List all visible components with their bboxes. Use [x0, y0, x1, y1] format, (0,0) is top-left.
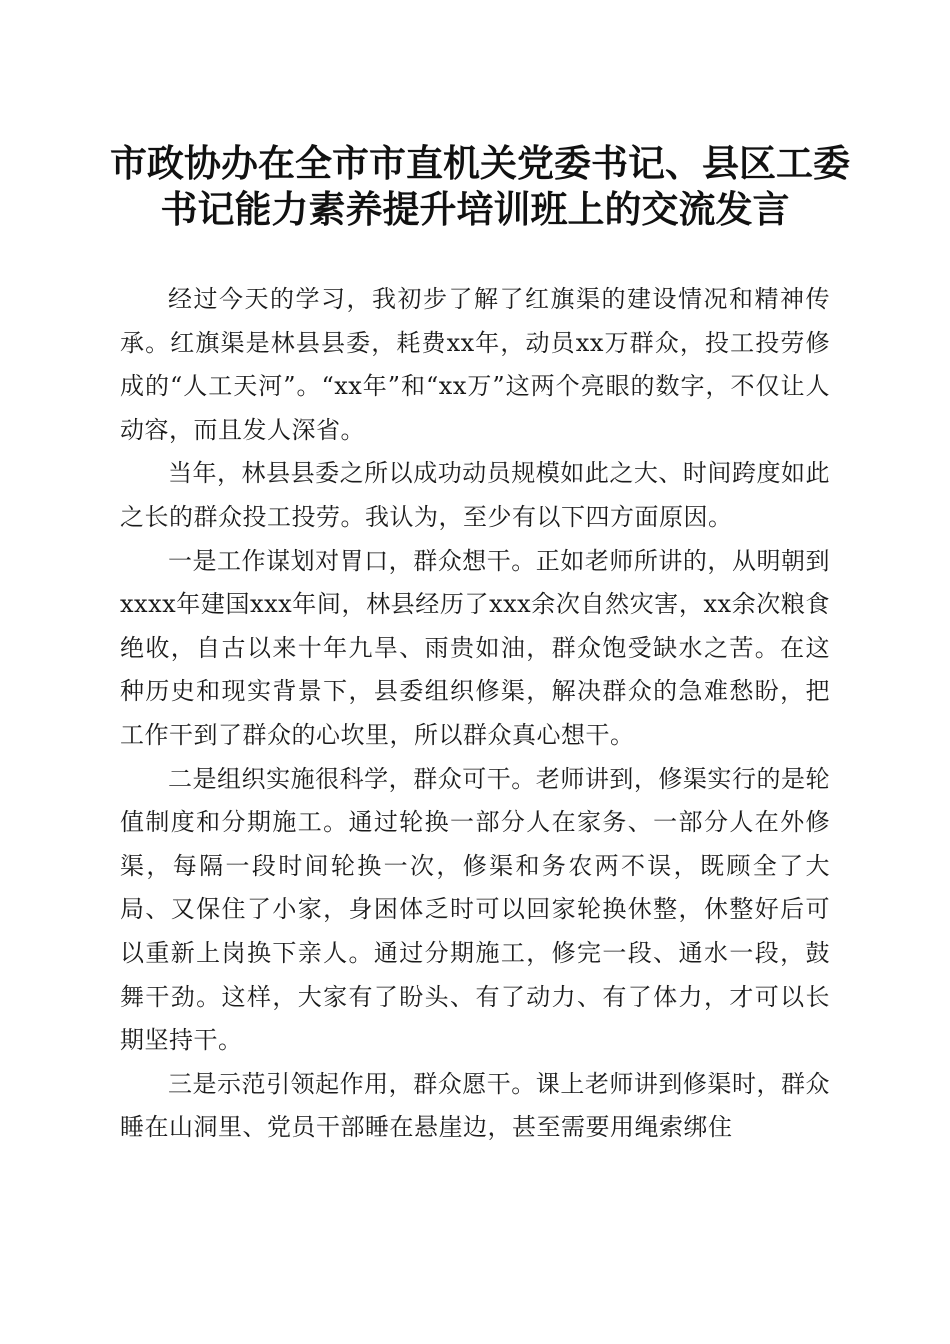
paragraph-3-lead: 一是工作谋划对胃口，群众想干。: [168, 546, 536, 575]
title-line-1: 市政协办在全市市直机关党委书记、县区工委: [110, 141, 850, 185]
paragraph-2-text: 当年，林县县委之所以成功动员规模如此之大、时间跨度如此之长的群众投工投劳。我认为，至少有以下四方面原因。: [120, 459, 830, 531]
paragraph-4: [120, 758, 830, 1063]
paragraph-3-text: 正如老师所讲的，从明朝到xxxx年建国xxx年间，林县经历了xxx余次自然灾害，xx余次粮食绝收，自古以来十年九旱、雨贵如油，群众饱受缺水之苦。在这种历史和现实背景下，县委组织修渠，解决群众的急难愁盼，把工作干到了群众的心坎里，所以群众真心想干。: [120, 546, 831, 749]
paragraph-5: [120, 1063, 830, 1150]
paragraph-5-lead: 三是示范引领起作用，群众愿干。: [168, 1069, 536, 1098]
document-title: [110, 140, 850, 232]
paragraph-4-lead: 二是组织实施很科学，群众可干。: [168, 764, 536, 793]
paragraph-3: [120, 540, 830, 758]
paragraph-4-text: 老师讲到，修渠实行的是轮值制度和分期施工。通过轮换一部分人在家务、一部分人在外修渠，每隔一段时间轮换一次，修渠和务农两不误，既顾全了大局、又保住了小家，身困体乏时可以回家轮换休整，休整好后可以重新上岗换下亲人。通过分期施工，修完一段、通水一段，鼓舞干劲。这样，大家有了盼头、有了动力、有了体力，才可以长期坚持干。: [120, 764, 831, 1055]
title-line-2: 书记能力素养提升培训班上的交流发言: [160, 187, 790, 231]
document-body: [120, 278, 830, 1150]
paragraph-5-text: 课上老师讲到修渠时，群众睡在山洞里、党员干部睡在悬崖边，甚至需要用绳索绑住: [120, 1069, 831, 1142]
paragraph-2: [120, 452, 830, 539]
paragraph-1: [120, 278, 830, 452]
paragraph-1-text: 经过今天的学习，我初步了解了红旗渠的建设情况和精神传承。红旗渠是林县县委，耗费xx年，动员xx万群众，投工投劳修成的“人工天河”。“xx年”和“xx万”这两个亮眼的数字，不仅让人动容，而且发人深省。: [120, 285, 830, 444]
